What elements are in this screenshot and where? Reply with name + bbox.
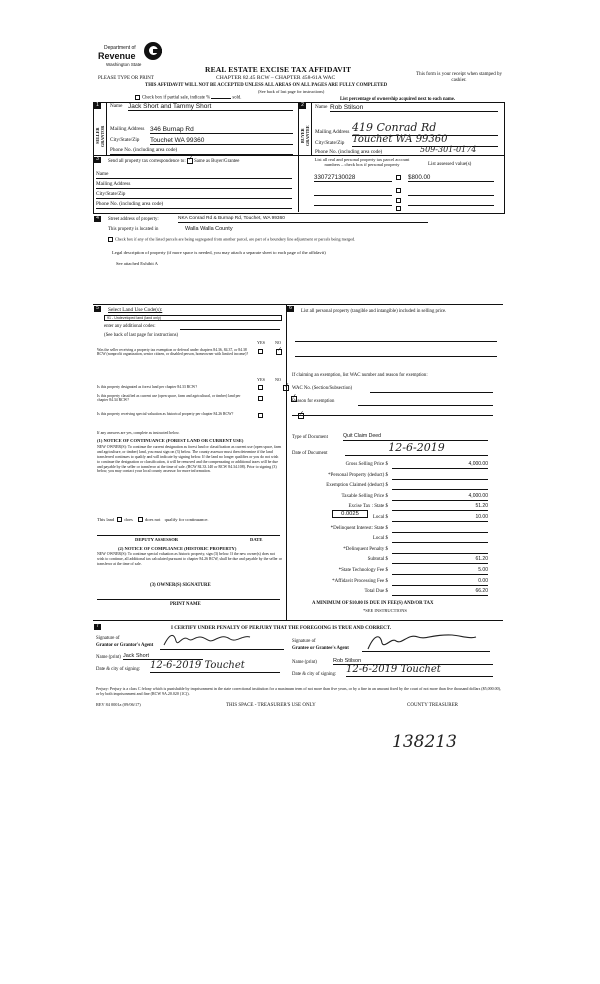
fee-label: Total Due $ xyxy=(364,589,388,595)
seller-address-field[interactable]: 346 Burnap Rd xyxy=(150,126,293,134)
grantee-date-field[interactable]: 12-6-2019 Touchet xyxy=(346,664,493,677)
dept-line1: Department of xyxy=(104,45,136,51)
buyer-side-label: BUYER GRANTEE xyxy=(300,125,310,147)
grantee-name-field[interactable]: Rob Stilson xyxy=(333,658,493,665)
no-header-2: NO xyxy=(275,377,282,382)
owner-signature-label: (3) OWNER(S) SIGNATURE xyxy=(150,583,211,588)
continuance-row xyxy=(97,517,209,522)
buyer-address-field[interactable]: 419 Conrad Rd xyxy=(352,122,498,136)
doc-date-field[interactable]: 12-6-2019 xyxy=(345,442,488,456)
exhibit-text: See attached Exhibit A xyxy=(116,261,158,266)
fee-value[interactable] xyxy=(392,473,488,480)
correspondence-row xyxy=(108,158,239,165)
personal-property-checkbox-3[interactable] xyxy=(396,198,401,203)
reason-field-2[interactable] xyxy=(292,414,493,416)
qualify-label: qualify for continuance. xyxy=(164,517,209,522)
fee-label: Excise Tax : State $ xyxy=(348,504,388,510)
see-back: (See back of last page for instructions) xyxy=(258,89,325,94)
correspondence-label: Send all property tax correspondence to: xyxy=(108,159,186,165)
section-4-badge: 4 xyxy=(94,216,101,222)
grantee-sig-label-c: Grantee or Grantee's Agent xyxy=(292,646,349,651)
land-use-see-back: (See back of last page for instructions) xyxy=(104,333,179,338)
street-field[interactable]: NKA Conrad Rd & Burnap Rd, Touchet, WA 99360 xyxy=(178,216,428,223)
section-2-badge: 2 xyxy=(299,103,306,109)
this-land-label: This land xyxy=(97,517,115,522)
assessed-value-2[interactable] xyxy=(408,190,494,196)
fee-label: Taxable Selling Price $ xyxy=(341,493,388,499)
fee-value[interactable]: 51.20 xyxy=(392,504,488,511)
see-instructions: *SEE INSTRUCTIONS xyxy=(363,608,407,613)
grantee-signature-scribble xyxy=(362,631,490,651)
does-checkbox[interactable] xyxy=(117,517,122,522)
land-use-code-field[interactable]: 91 - Undeveloped land (land only) xyxy=(104,315,282,321)
grantee-sig-label-a: Signature of xyxy=(292,639,316,644)
grantor-date-label: Date & city of signing: xyxy=(96,667,141,672)
section-3-badge: 3 xyxy=(94,157,101,163)
personal-property-line-2[interactable] xyxy=(295,355,497,357)
local-rate-box[interactable]: 0.0025 xyxy=(332,510,368,518)
grantor-name-field[interactable]: Jack Short xyxy=(123,653,203,660)
notice2-body: NEW OWNER(S): To continue special valuation as historic property, sign (3) below. If the new owner(s) does not wish to continue, all additional tax calculated pursuant to chapter 84.26 RCW, shall be due and payable by the seller or transferor at the time of sale. xyxy=(97,552,282,566)
grantee-name-label: Name (print) xyxy=(292,660,317,665)
assessed-value-3[interactable] xyxy=(408,200,494,206)
fee-value[interactable] xyxy=(392,526,488,533)
buyer-address-label: Mailing Address xyxy=(315,129,350,135)
sold-label: sold. xyxy=(232,95,242,101)
form-title: REAL ESTATE EXCISE TAX AFFIDAVIT xyxy=(205,65,352,74)
assessed-header: List assessed value(s) xyxy=(428,162,472,167)
notice2-title: (2) NOTICE OF COMPLIANCE (HISTORIC PROPERTY) xyxy=(118,546,237,551)
county-field[interactable]: Walla Walla County xyxy=(185,226,233,232)
personal-property-checkbox-4[interactable] xyxy=(396,206,401,211)
buyer-city-label: City/State/Zip xyxy=(315,140,345,146)
fee-value[interactable]: 66.20 xyxy=(392,589,488,596)
q1-no-checkbox[interactable] xyxy=(276,349,282,355)
fee-label: *State Technology Fee $ xyxy=(338,568,388,573)
personal-property-checkbox-1[interactable] xyxy=(396,175,401,180)
doc-date-label: Date of Document xyxy=(292,451,328,456)
rev-label: REV 84 0001a (09/06/17) xyxy=(96,702,141,707)
parcel-number-2[interactable] xyxy=(314,190,392,196)
street-label: Street address of property: xyxy=(108,217,159,222)
located-label: This property is located in xyxy=(108,227,159,232)
dept-line3: Washington State xyxy=(106,62,142,67)
no-header-1: NO xyxy=(275,340,282,345)
does-not-checkbox[interactable] xyxy=(138,517,143,522)
perjury-text: Perjury: Perjury is a class C felony which is punishable by imprisonment in the state correctional institution for a maximum term of not more than five years, or by a fine in an amount fixed by the court of not more than five thousand dollars ($5,000.00), or by both imprisonment and fine (RCW 9A.20.020 (1C)). xyxy=(96,686,501,697)
q2-no-checkbox[interactable] xyxy=(283,385,289,391)
q2-yes-checkbox[interactable] xyxy=(258,385,263,390)
q4-yes-checkbox[interactable] xyxy=(258,413,263,418)
corr-city-label: City/State/Zip xyxy=(96,192,292,199)
treasurer-space: THIS SPACE - TREASURER'S USE ONLY xyxy=(226,703,316,708)
buyer-name-field[interactable]: Rob Stilson xyxy=(330,104,498,112)
section-7-badge: 7 xyxy=(94,624,101,630)
partial-sale-row xyxy=(135,95,241,101)
wac-label: WAC No. (Section/Subsection) xyxy=(292,386,353,391)
deputy-assessor-label: DEPUTY ASSESSOR xyxy=(135,537,179,542)
fee-value[interactable] xyxy=(392,483,488,490)
seller-address-label: Mailing Address xyxy=(110,126,145,132)
form-warning: THIS AFFIDAVIT WILL NOT BE ACCEPTED UNLESS ALL AREAS ON ALL PAGES ARE FULLY COMPLETED xyxy=(145,83,388,88)
doc-type-field[interactable]: Quit Claim Deed xyxy=(343,434,488,441)
q1-text: Was the seller receiving a property tax exemption or deferral under chapters 84.36, 84.37, or 84.38 RCW (nonprofit organization, senior citizen, or disabled person, homeowner with limited income)? xyxy=(97,348,249,357)
corr-phone-label: Phone No. (including area code) xyxy=(96,202,292,209)
print-name-label: PRINT NAME xyxy=(170,602,201,607)
fee-value[interactable]: 4,000.00 xyxy=(392,462,488,469)
corr-name-label: Name xyxy=(96,172,292,179)
buyer-name-label: Name xyxy=(315,104,328,110)
buyer-phone-label: Phone No. (including area code) xyxy=(315,149,383,155)
fee-value[interactable] xyxy=(392,536,488,543)
section-6-badge: 6 xyxy=(287,306,294,312)
list-percentage: List percentage of ownership acquired next to each name. xyxy=(340,97,456,102)
same-as-buyer-label: Same as Buyer/Grantee xyxy=(194,159,240,165)
fee-value[interactable]: 4,000.00 xyxy=(392,494,488,501)
notice1-title: (1) NOTICE OF CONTINUANCE (FOREST LAND OR CURRENT USE) xyxy=(97,438,244,443)
grantor-sig-label-b: Grantor or Grantor's Agent xyxy=(96,643,154,648)
please-type: PLEASE TYPE OR PRINT xyxy=(98,76,154,81)
doc-type-label: Type of Document xyxy=(292,435,328,440)
fee-value[interactable]: 5.00 xyxy=(392,568,488,575)
notice1-body: NEW OWNER(S): To continue the current designation as forest land or classification as current use (open space, farm and agriculture, or timber) land, you must sign on (3) below. The county assessor must then determine if the land transferred continues to qualify and will indicate by signing below. If the land no longer qualifies or you do not wish to continue the designation or classification, it will be removed and the compensating or additional taxes will be due and payable by the seller or transferor at the time of sale. (RCW 84.33.140 or RCW 84.34.108). Prior to signing (3) below, you may contact your local county assessor for more information. xyxy=(97,445,282,474)
personal-property-text: List all personal property (tangible and intangible) included in selling price. xyxy=(301,309,447,314)
parcel-number-1[interactable]: 330727130028 xyxy=(314,174,392,182)
q4-text: Is this property receiving special valuation as historical property per chapter 84.26 RCW? xyxy=(97,412,234,416)
does-label: does xyxy=(124,517,133,522)
certify-text: I CERTIFY UNDER PENALTY OF PERJURY THAT THE FOREGOING IS TRUE AND CORRECT. xyxy=(171,626,392,631)
q1-yes-checkbox[interactable] xyxy=(258,349,263,354)
grantor-sig-label-a: Signature of xyxy=(96,636,120,641)
minimum-note: A MINIMUM OF $10.00 IS DUE IN FEE(S) AND/OR TAX xyxy=(312,601,434,606)
partial-sale-checkbox[interactable] xyxy=(135,95,140,100)
yes-header-1: YES xyxy=(257,340,265,345)
corr-address-label: Mailing Address xyxy=(96,182,292,189)
segregated-row xyxy=(108,237,355,242)
segregated-checkbox[interactable] xyxy=(108,237,113,242)
assessed-value-1[interactable]: $800.00 xyxy=(408,174,494,182)
yes-header-2: YES xyxy=(257,377,265,382)
seller-name-field[interactable]: Jack Short and Tammy Short xyxy=(128,103,293,111)
section-1-badge: 1 xyxy=(94,103,101,109)
dept-line2: Revenue xyxy=(98,51,136,61)
parcel-number-3[interactable] xyxy=(314,200,392,206)
same-as-buyer-checkbox[interactable] xyxy=(187,158,193,164)
seller-city-field[interactable]: Touchet WA 99360 xyxy=(150,137,293,145)
fee-label: Local $ xyxy=(372,515,388,520)
does-not-label: does not xyxy=(144,517,161,522)
land-use-title: Select Land Use Code(s): xyxy=(108,307,163,313)
exemption-label: If claiming an exemption, list WAC number and reason for exemption: xyxy=(292,373,428,378)
fee-label: Local $ xyxy=(372,536,388,542)
fee-value[interactable] xyxy=(392,547,488,554)
fee-value[interactable]: 0.00 xyxy=(392,579,488,586)
enter-additional: enter any additional codes: xyxy=(104,324,156,329)
form-chapter: CHAPTER 82.45 RCW – CHAPTER 458-61A WAC xyxy=(216,75,336,81)
seller-phone-label: Phone No. (including area code) xyxy=(110,148,293,155)
dor-logo xyxy=(96,42,166,72)
dor-swirl-icon xyxy=(144,42,162,60)
q3-yes-checkbox[interactable] xyxy=(258,396,263,401)
personal-property-checkbox-2[interactable] xyxy=(396,188,401,193)
wac-field[interactable] xyxy=(370,388,493,393)
grantor-name-label: Name (print) xyxy=(96,655,121,660)
segregated-label: Check box if any of the listed parcels are being segregated from another parcel, are part of a boundary line adjustment or parcels being merged. xyxy=(115,236,356,242)
fee-label: *Delinquent Penalty $ xyxy=(343,546,388,552)
seller-city-label: City/State/Zip xyxy=(110,137,140,143)
q3-text: Is this property classified as current use (open space, farm and agricultural, or timber) land per chapter 84.34 RCW? xyxy=(97,394,241,403)
parcels-header: List all real and personal property tax parcel account numbers – check box if personal property xyxy=(314,157,410,168)
fee-label: Exemption Claimed (deduct) $ xyxy=(326,483,388,489)
fee-label: *Personal Property (deduct) $ xyxy=(328,472,388,478)
stamp-number: 138213 xyxy=(392,732,457,752)
personal-property-line[interactable] xyxy=(295,340,497,342)
buyer-city-field[interactable]: Touchet WA 99360 xyxy=(352,134,498,147)
reason-label: Reason for exemption xyxy=(292,399,335,404)
partial-sale-label: Check box if partial sale, indicate % xyxy=(142,95,211,101)
fee-label: *Affidavit Processing Fee $ xyxy=(332,578,388,584)
grantor-signature-scribble xyxy=(160,631,284,649)
seller-side-label: SELLER GRANTOR xyxy=(95,125,105,147)
county-treasurer: COUNTY TREASURER xyxy=(407,703,458,708)
if-yes-text: If any answers are yes, complete as instructed below. xyxy=(97,431,180,435)
legal-label: Legal description of property (if more space is needed, you may attach a separate sheet to each page of the affidavit) xyxy=(112,250,326,255)
fee-value[interactable]: 61.20 xyxy=(392,557,488,564)
fee-label: *Delinquent Interest: State $ xyxy=(330,525,388,531)
fee-label: Gross Selling Price $ xyxy=(345,462,388,467)
grantor-date-field[interactable]: 12-6-2019 Touchet xyxy=(150,660,280,673)
grantee-signature[interactable] xyxy=(362,631,490,652)
additional-codes-field[interactable] xyxy=(180,323,280,330)
date-label: DATE xyxy=(250,537,263,542)
buyer-phone-field[interactable]: 509-301-0174 xyxy=(420,145,477,154)
grantee-date-label: Date & city of signing: xyxy=(292,672,337,677)
section-5-badge: 5 xyxy=(94,306,101,312)
q2-text: Is this property designated as forest land per chapter 84.33 RCW? xyxy=(97,385,198,389)
grantor-signature[interactable] xyxy=(160,631,284,650)
seller-name-label: Name xyxy=(110,103,123,109)
fee-value[interactable]: 10.00 xyxy=(392,515,488,522)
fee-label: Subtotal $ xyxy=(367,557,388,563)
receipt-note: This form is your receipt when stamped by cashier. xyxy=(416,72,502,83)
reason-field[interactable] xyxy=(358,401,493,406)
